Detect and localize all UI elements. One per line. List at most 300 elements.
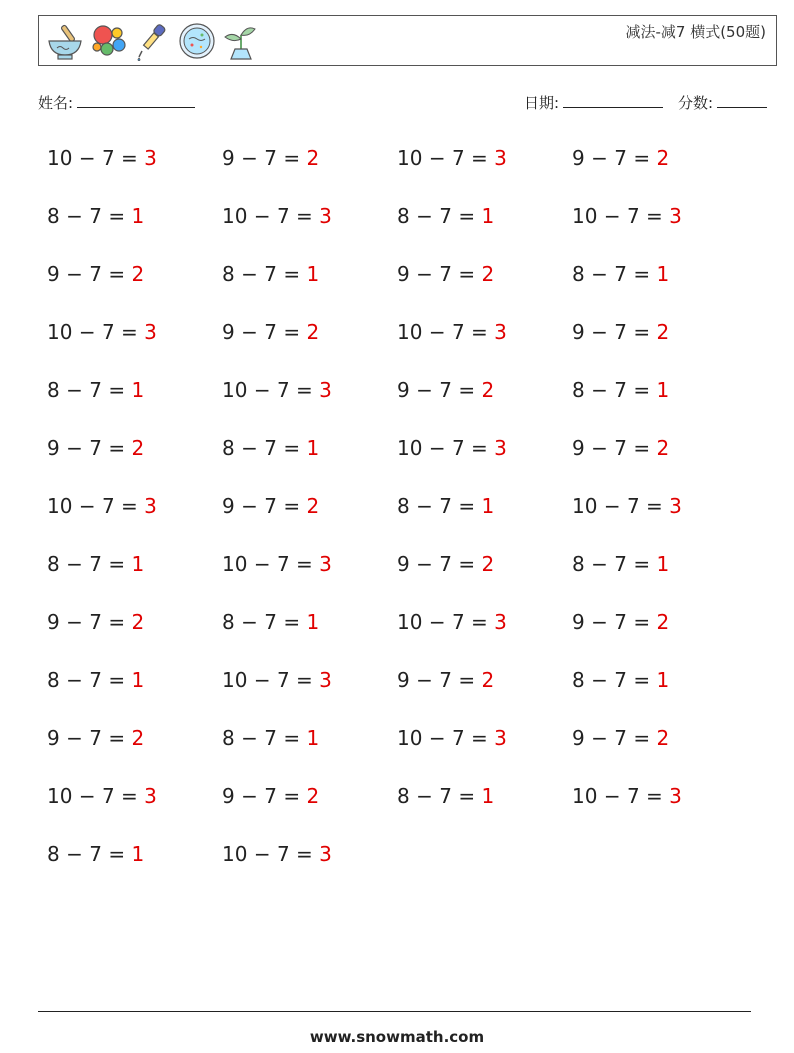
problem-item (397, 726, 507, 750)
minus-sign: − (241, 784, 258, 808)
operand-b: 7 (89, 842, 102, 866)
equals-sign: = (121, 494, 138, 518)
operand-b: 7 (101, 494, 115, 518)
operand-a: 8 (397, 494, 410, 518)
minus-sign: − (591, 610, 608, 634)
operand-b: 7 (614, 436, 627, 460)
answer: 2 (481, 262, 495, 286)
answer: 2 (131, 610, 145, 634)
problem-item (222, 320, 319, 344)
answer: 2 (306, 320, 320, 344)
operand-b: 7 (439, 784, 452, 808)
operand-a: 10 (397, 146, 423, 170)
equals-sign: = (108, 204, 126, 228)
operand-a: 8 (47, 378, 60, 402)
name-line[interactable] (77, 93, 195, 108)
equals-sign: = (296, 668, 313, 692)
operand-b: 7 (614, 262, 627, 286)
equals-sign: = (108, 668, 126, 692)
operand-b: 7 (264, 320, 277, 344)
operand-b: 7 (614, 668, 627, 692)
minus-sign: − (603, 494, 621, 518)
problem-item (397, 204, 494, 228)
problem-item (572, 204, 682, 228)
operand-b: 7 (264, 146, 277, 170)
minus-sign: − (241, 494, 258, 518)
operand-b: 7 (451, 320, 465, 344)
minus-sign: − (416, 552, 433, 576)
equals-sign: = (458, 262, 476, 286)
problem-item (572, 320, 669, 344)
answer: 3 (144, 784, 157, 808)
operand-a: 9 (47, 262, 60, 286)
problem-item (222, 842, 332, 866)
minus-sign: − (428, 320, 446, 344)
problem-item (47, 668, 144, 692)
mortar-pestle-icon (45, 21, 85, 61)
problem-item (572, 668, 669, 692)
operand-a: 10 (397, 320, 423, 344)
operand-a: 10 (47, 784, 73, 808)
equals-sign: = (283, 610, 301, 634)
operand-a: 10 (47, 320, 73, 344)
problem-item (572, 378, 669, 402)
answer: 3 (144, 320, 157, 344)
minus-sign: − (591, 320, 608, 344)
problem-item (397, 262, 494, 286)
minus-sign: − (241, 726, 258, 750)
equals-sign: = (633, 146, 651, 170)
operand-a: 10 (222, 668, 248, 692)
answer: 3 (144, 146, 157, 170)
minus-sign: − (253, 668, 271, 692)
operand-a: 10 (397, 436, 423, 460)
problem-item (572, 552, 669, 576)
equals-sign: = (458, 378, 476, 402)
answer: 2 (306, 784, 320, 808)
problem-item (397, 668, 494, 692)
problem-item (572, 146, 669, 170)
problem-item (572, 494, 682, 518)
petri-dish-icon (177, 21, 217, 61)
operand-b: 7 (614, 320, 627, 344)
operand-a: 8 (572, 378, 585, 402)
minus-sign: − (241, 146, 258, 170)
minus-sign: − (78, 320, 96, 344)
problem-item (397, 146, 507, 170)
equals-sign: = (458, 784, 476, 808)
operand-a: 9 (222, 494, 235, 518)
minus-sign: − (428, 726, 446, 750)
answer: 1 (306, 262, 320, 286)
equals-sign: = (471, 146, 488, 170)
problem-item (47, 436, 144, 460)
equals-sign: = (458, 668, 476, 692)
operand-b: 7 (626, 204, 640, 228)
operand-a: 9 (222, 320, 235, 344)
problem-item (222, 378, 332, 402)
equals-sign: = (633, 726, 651, 750)
equals-sign: = (633, 668, 651, 692)
minus-sign: − (241, 320, 258, 344)
operand-b: 7 (264, 494, 277, 518)
problem-item (572, 262, 669, 286)
equals-sign: = (471, 320, 488, 344)
answer: 2 (656, 436, 670, 460)
problem-item (397, 436, 507, 460)
equals-sign: = (108, 610, 126, 634)
minus-sign: − (591, 552, 608, 576)
operand-b: 7 (451, 610, 465, 634)
equals-sign: = (296, 552, 313, 576)
operand-b: 7 (89, 436, 102, 460)
equals-sign: = (108, 842, 126, 866)
operand-b: 7 (264, 726, 277, 750)
footer-url: www.snowmath.com (309, 1028, 485, 1046)
minus-sign: − (253, 842, 271, 866)
problem-item (397, 610, 507, 634)
answer: 3 (669, 784, 682, 808)
problem-item (47, 146, 157, 170)
answer: 1 (656, 668, 670, 692)
operand-a: 8 (572, 668, 585, 692)
operand-b: 7 (89, 204, 102, 228)
answer: 1 (131, 552, 145, 576)
operand-a: 10 (47, 494, 73, 518)
equals-sign: = (458, 552, 476, 576)
minus-sign: − (66, 552, 83, 576)
answer: 1 (481, 784, 495, 808)
score-line[interactable] (717, 93, 767, 108)
minus-sign: − (416, 262, 433, 286)
equals-sign: = (296, 204, 313, 228)
minus-sign: − (428, 146, 446, 170)
problem-item (572, 436, 669, 460)
answer: 2 (306, 494, 320, 518)
answer: 3 (144, 494, 157, 518)
minus-sign: − (428, 436, 446, 460)
problem-item (222, 610, 319, 634)
operand-a: 10 (222, 552, 248, 576)
minus-sign: − (66, 610, 83, 634)
answer: 1 (481, 204, 495, 228)
problem-item (47, 784, 157, 808)
operand-a: 9 (397, 552, 410, 576)
plant-flask-icon (221, 21, 261, 61)
minus-sign: − (253, 204, 271, 228)
operand-a: 9 (222, 146, 235, 170)
equals-sign: = (108, 436, 126, 460)
operand-a: 8 (47, 842, 60, 866)
minus-sign: − (416, 378, 433, 402)
operand-a: 9 (47, 610, 60, 634)
problem-item (572, 610, 669, 634)
operand-b: 7 (614, 610, 627, 634)
equals-sign: = (633, 436, 651, 460)
operand-b: 7 (264, 784, 277, 808)
minus-sign: − (66, 204, 83, 228)
operand-a: 10 (397, 726, 423, 750)
equals-sign: = (121, 146, 138, 170)
problem-item (222, 552, 332, 576)
operand-a: 8 (47, 552, 60, 576)
answer: 3 (319, 842, 332, 866)
operand-a: 8 (397, 204, 410, 228)
problem-item (222, 262, 319, 286)
operand-a: 9 (572, 726, 585, 750)
minus-sign: − (428, 610, 446, 634)
minus-sign: − (78, 146, 96, 170)
header-icons (45, 21, 261, 61)
operand-a: 8 (47, 204, 60, 228)
minus-sign: − (66, 436, 83, 460)
answer: 3 (494, 146, 507, 170)
operand-b: 7 (89, 378, 102, 402)
equals-sign: = (121, 320, 138, 344)
answer: 2 (306, 146, 320, 170)
operand-a: 9 (572, 320, 585, 344)
operand-b: 7 (614, 378, 627, 402)
operand-a: 9 (572, 610, 585, 634)
equals-sign: = (633, 610, 651, 634)
equals-sign: = (471, 436, 488, 460)
answer: 3 (319, 204, 332, 228)
problem-item (222, 146, 319, 170)
operand-a: 9 (572, 146, 585, 170)
answer: 1 (481, 494, 495, 518)
answer: 2 (481, 552, 495, 576)
answer: 3 (494, 610, 507, 634)
molecule-icon (89, 21, 129, 61)
equals-sign: = (646, 204, 663, 228)
name-field (38, 92, 195, 113)
operand-b: 7 (439, 552, 452, 576)
equals-sign: = (283, 436, 301, 460)
operand-a: 10 (572, 494, 598, 518)
answer: 2 (481, 378, 495, 402)
equals-sign: = (108, 726, 126, 750)
operand-a: 10 (397, 610, 423, 634)
problem-item (47, 378, 144, 402)
answer: 1 (656, 262, 670, 286)
answer: 3 (494, 320, 507, 344)
dropper-icon (133, 21, 173, 61)
equals-sign: = (283, 784, 301, 808)
answer: 1 (306, 436, 320, 460)
operand-b: 7 (614, 726, 627, 750)
answer: 1 (131, 378, 145, 402)
problem-item (572, 784, 682, 808)
problem-item (47, 726, 144, 750)
minus-sign: − (66, 668, 83, 692)
operand-b: 7 (101, 146, 115, 170)
operand-b: 7 (276, 378, 290, 402)
operand-b: 7 (276, 552, 290, 576)
equals-sign: = (283, 726, 301, 750)
minus-sign: − (253, 552, 271, 576)
equals-sign: = (108, 552, 126, 576)
operand-b: 7 (101, 320, 115, 344)
minus-sign: − (591, 726, 608, 750)
answer: 1 (131, 204, 145, 228)
answer: 2 (131, 262, 145, 286)
equals-sign: = (283, 146, 301, 170)
equals-sign: = (633, 320, 651, 344)
minus-sign: − (603, 204, 621, 228)
operand-b: 7 (101, 784, 115, 808)
minus-sign: − (591, 262, 608, 286)
name-label: 姓名: (38, 94, 74, 112)
equals-sign: = (646, 494, 663, 518)
equals-sign: = (471, 610, 488, 634)
operand-a: 8 (397, 784, 410, 808)
operand-b: 7 (626, 494, 640, 518)
operand-a: 8 (222, 726, 235, 750)
problem-item (222, 784, 319, 808)
equals-sign: = (633, 262, 651, 286)
operand-b: 7 (264, 436, 277, 460)
header-box (38, 15, 777, 66)
problem-item (397, 784, 494, 808)
minus-sign: − (416, 668, 433, 692)
problem-item (397, 552, 494, 576)
problem-item (47, 262, 144, 286)
operand-b: 7 (89, 726, 102, 750)
operand-a: 9 (222, 784, 235, 808)
minus-sign: − (241, 436, 258, 460)
operand-b: 7 (439, 262, 452, 286)
operand-a: 9 (397, 378, 410, 402)
operand-b: 7 (439, 378, 452, 402)
answer: 1 (656, 552, 670, 576)
date-field (524, 92, 663, 113)
problem-item (47, 842, 144, 866)
problem-item (222, 204, 332, 228)
answer: 3 (319, 668, 332, 692)
operand-b: 7 (276, 668, 290, 692)
operand-b: 7 (626, 784, 640, 808)
operand-a: 10 (222, 378, 248, 402)
operand-a: 10 (572, 204, 598, 228)
operand-b: 7 (89, 262, 102, 286)
operand-a: 9 (397, 262, 410, 286)
operand-a: 10 (572, 784, 598, 808)
problem-item (222, 668, 332, 692)
answer: 3 (669, 494, 682, 518)
minus-sign: − (603, 784, 621, 808)
problem-item (222, 436, 319, 460)
equals-sign: = (283, 494, 301, 518)
answer: 2 (656, 146, 670, 170)
equals-sign: = (471, 726, 488, 750)
minus-sign: − (591, 146, 608, 170)
minus-sign: − (416, 204, 433, 228)
problem-item (572, 726, 669, 750)
operand-a: 8 (572, 262, 585, 286)
answer: 3 (319, 552, 332, 576)
answer: 3 (494, 436, 507, 460)
problem-item (47, 610, 144, 634)
problem-item (397, 494, 494, 518)
minus-sign: − (591, 436, 608, 460)
operand-b: 7 (451, 726, 465, 750)
answer: 3 (669, 204, 682, 228)
operand-b: 7 (614, 552, 627, 576)
operand-b: 7 (89, 610, 102, 634)
date-label: 日期: (524, 94, 560, 112)
worksheet-title: 减法-减7 横式(50题) (625, 23, 766, 41)
minus-sign: − (416, 494, 433, 518)
operand-a: 10 (47, 146, 73, 170)
operand-a: 8 (47, 668, 60, 692)
operand-a: 8 (222, 262, 235, 286)
equals-sign: = (458, 494, 476, 518)
answer: 2 (481, 668, 495, 692)
minus-sign: − (591, 668, 608, 692)
problem-item (397, 320, 507, 344)
operand-b: 7 (439, 494, 452, 518)
answer: 1 (131, 668, 145, 692)
operand-b: 7 (276, 842, 290, 866)
answer: 2 (656, 320, 670, 344)
equals-sign: = (296, 842, 313, 866)
equals-sign: = (108, 262, 126, 286)
minus-sign: − (253, 378, 271, 402)
answer: 2 (656, 610, 670, 634)
minus-sign: − (241, 262, 258, 286)
equals-sign: = (458, 204, 476, 228)
answer: 2 (131, 726, 145, 750)
operand-a: 10 (222, 204, 248, 228)
operand-b: 7 (439, 668, 452, 692)
equals-sign: = (108, 378, 126, 402)
answer: 1 (306, 726, 320, 750)
problem-item (397, 378, 494, 402)
answer: 3 (494, 726, 507, 750)
operand-a: 9 (572, 436, 585, 460)
operand-b: 7 (276, 204, 290, 228)
minus-sign: − (66, 378, 83, 402)
operand-a: 8 (572, 552, 585, 576)
operand-a: 9 (47, 726, 60, 750)
minus-sign: − (66, 262, 83, 286)
answer: 1 (306, 610, 320, 634)
operand-b: 7 (614, 146, 627, 170)
problem-item (47, 494, 157, 518)
minus-sign: − (416, 784, 433, 808)
minus-sign: − (66, 726, 83, 750)
equals-sign: = (283, 262, 301, 286)
equals-sign: = (633, 378, 651, 402)
operand-b: 7 (89, 552, 102, 576)
operand-a: 9 (397, 668, 410, 692)
minus-sign: − (591, 378, 608, 402)
minus-sign: − (66, 842, 83, 866)
equals-sign: = (121, 784, 138, 808)
score-field (678, 92, 767, 113)
operand-a: 9 (47, 436, 60, 460)
answer: 2 (131, 436, 145, 460)
operand-b: 7 (264, 610, 277, 634)
problem-item (47, 204, 144, 228)
equals-sign: = (633, 552, 651, 576)
problem-item (47, 552, 144, 576)
operand-b: 7 (451, 436, 465, 460)
operand-a: 8 (222, 610, 235, 634)
problem-item (222, 494, 319, 518)
minus-sign: − (241, 610, 258, 634)
date-line[interactable] (563, 93, 663, 108)
